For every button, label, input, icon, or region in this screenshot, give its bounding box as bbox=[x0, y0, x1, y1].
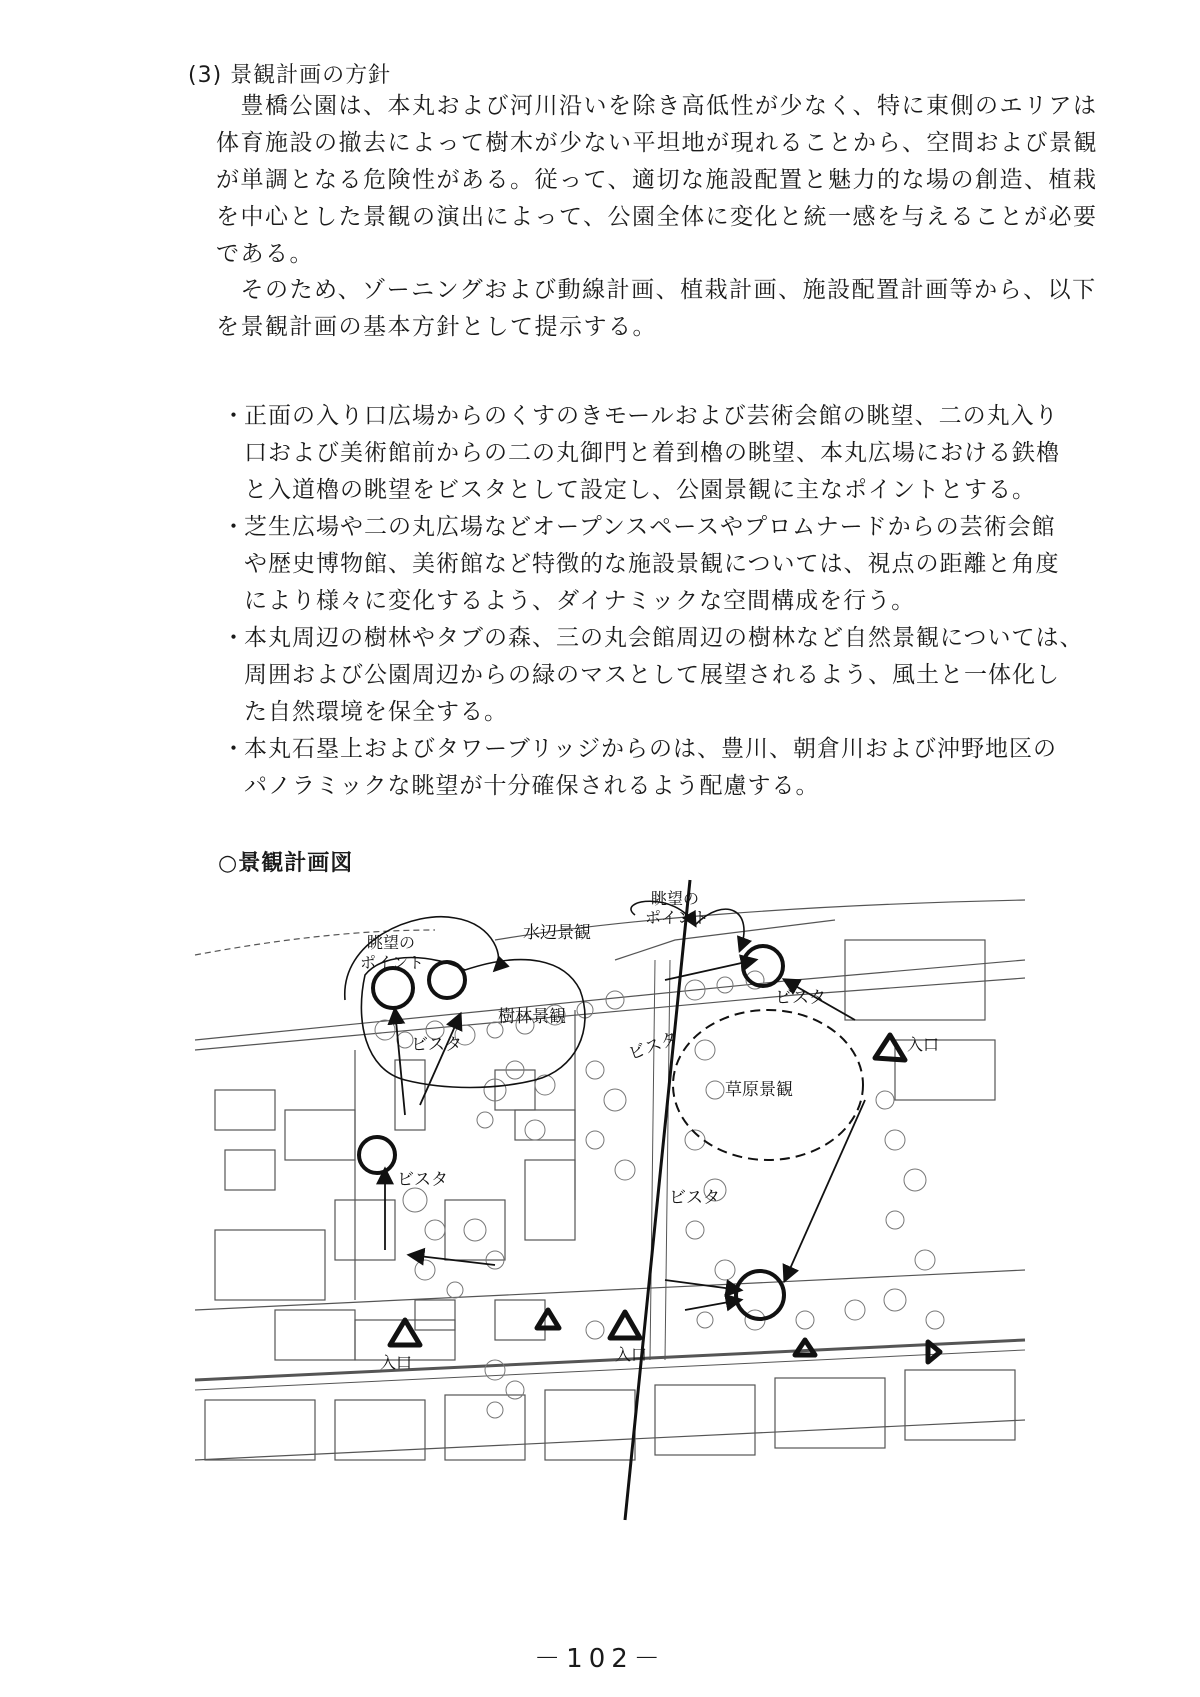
bullet-marker: ・ bbox=[222, 403, 246, 429]
map-label: 樹林景観 bbox=[498, 1007, 566, 1027]
text-line: が単調となる危険性がある。従って、適切な施設配置と魅力的な場の創造、植栽 bbox=[216, 167, 1098, 193]
entrance-markers bbox=[390, 1035, 940, 1362]
text-line: そのため、ゾーニングおよび動線計画、植栽計画、施設配置計画等から、以下 bbox=[216, 277, 1097, 303]
viewpoint-circle bbox=[373, 968, 413, 1008]
bullet-marker: ・ bbox=[222, 514, 246, 540]
text-line: 本丸周辺の樹林やタブの森、三の丸会館周辺の樹林など自然景観については、 bbox=[244, 625, 1084, 651]
policy-list bbox=[222, 398, 1084, 805]
landscape-plan-map bbox=[195, 889, 1025, 1480]
map-label: ビスタ bbox=[625, 1028, 681, 1065]
viewpoint-circle bbox=[743, 946, 783, 986]
figure-title: ○景観計画図 bbox=[218, 851, 354, 876]
text-line: を景観計画の基本方針として提示する。 bbox=[216, 314, 657, 340]
map-label: 眺望の bbox=[651, 889, 700, 908]
text-line: を中心とした景観の演出によって、公園全体に変化と統一感を与えることが必要 bbox=[216, 204, 1098, 230]
text-line: 本丸石塁上およびタワーブリッジからのは、豊川、朝倉川および沖野地区の bbox=[244, 736, 1058, 762]
map-label: 入口 bbox=[615, 1345, 648, 1364]
viewpoint-circle bbox=[359, 1137, 395, 1173]
bullet-marker: ・ bbox=[222, 736, 246, 762]
text-line: 正面の入り口広場からのくすのきモールおよび芸術会館の眺望、二の丸入り bbox=[244, 403, 1059, 429]
text-line: た自然環境を保全する。 bbox=[244, 699, 508, 725]
base-map bbox=[195, 900, 1025, 1460]
text-line: 体育施設の撤去によって樹木が少ない平坦地が現れることから、空間および景観 bbox=[216, 130, 1098, 156]
map-label: ポイント bbox=[645, 908, 710, 927]
map-label: ビスタ bbox=[669, 1188, 720, 1208]
text-line: と入道櫓の眺望をビスタとして設定し、公園景観に主なポイントとする。 bbox=[244, 477, 1036, 503]
map-label: ビスタ bbox=[775, 988, 826, 1008]
section-heading: (3) 景観計画の方針 bbox=[188, 63, 392, 88]
text-line: 周囲および公園周辺からの緑のマスとして展望されるよう、風土と一体化し bbox=[244, 662, 1060, 688]
vista-arrows bbox=[385, 960, 865, 1310]
text-line: である。 bbox=[216, 241, 314, 267]
map-label: 草原景観 bbox=[725, 1080, 793, 1100]
text-line: パノラミックな眺望が十分確保されるよう配慮する。 bbox=[244, 773, 820, 799]
page-number: －102－ bbox=[534, 1644, 666, 1674]
map-label: ポイント bbox=[360, 953, 425, 972]
map-label: 入口 bbox=[907, 1035, 940, 1054]
text-line: 豊橋公園は、本丸および河川沿いを除き高低性が少なく、特に東側のエリアは bbox=[216, 93, 1098, 119]
intro-paragraph bbox=[216, 88, 1098, 273]
map-label: 眺望の bbox=[367, 933, 416, 952]
policy-paragraph bbox=[216, 272, 1097, 346]
list-item bbox=[222, 398, 1060, 509]
text-line: により様々に変化するよう、ダイナミックな空間構成を行う。 bbox=[244, 588, 916, 614]
map-label: ビスタ bbox=[397, 1170, 448, 1190]
map-label: 入口 bbox=[380, 1353, 413, 1372]
text-line: 口および美術館前からの二の丸御門と着到櫓の眺望、本丸広場における鉄櫓 bbox=[244, 440, 1060, 466]
map-label: ビスタ bbox=[411, 1035, 462, 1055]
map-label: 水辺景観 bbox=[523, 923, 591, 943]
viewpoint-circle bbox=[429, 962, 465, 998]
list-item bbox=[222, 509, 1060, 620]
list-item bbox=[222, 731, 1058, 805]
list-item bbox=[222, 620, 1084, 731]
text-line: や歴史博物館、美術館など特徴的な施設景観については、視点の距離と角度 bbox=[244, 551, 1060, 577]
text-line: 芝生広場や二の丸広場などオープンスペースやプロムナードからの芸術会館 bbox=[244, 514, 1056, 540]
bullet-marker: ・ bbox=[222, 625, 246, 651]
